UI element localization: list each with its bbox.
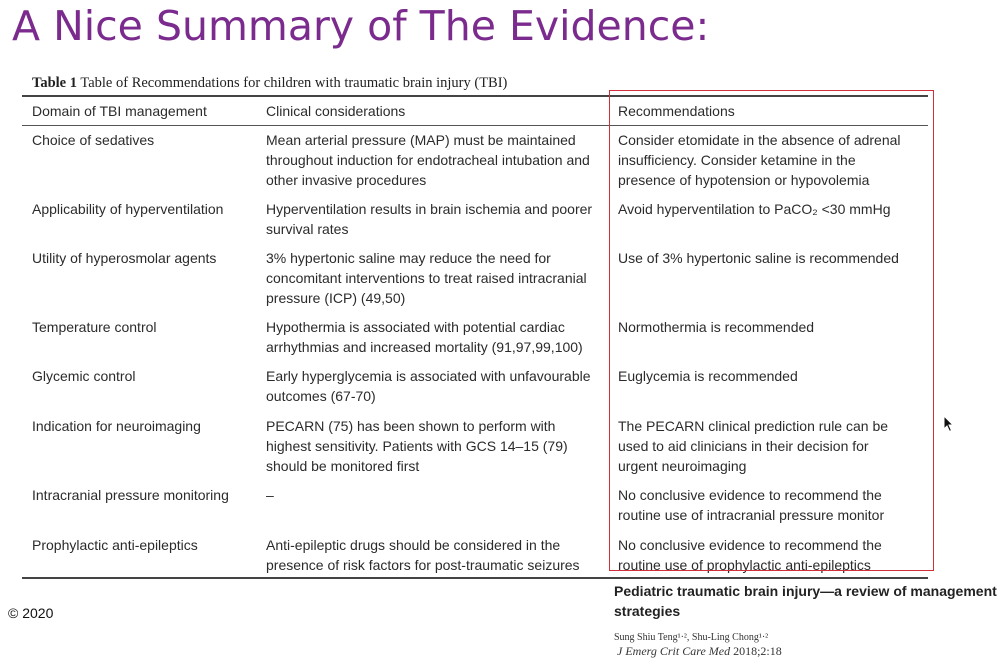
table-bottom-rule bbox=[22, 577, 928, 579]
recommendations-highlight-box bbox=[609, 90, 934, 571]
reference-journal bbox=[617, 644, 782, 659]
row-temperature-domain: Temperature control bbox=[32, 319, 157, 335]
row-neuroimaging-consideration: PECARN (75) has been shown to perform with highest sensitivity. Patients with GCS 14–15 (79) should be monitored first bbox=[266, 418, 568, 474]
row-glycemic-consideration: Early hyperglycemia is associated with unfavourable outcomes (67-70) bbox=[266, 368, 591, 404]
row-antiepileptics-recommendation: No conclusive evidence to recommend the routine use of prophylactic anti-epileptics bbox=[618, 537, 882, 573]
reference-authors: Sung Shiu Teng¹·², Shu-Ling Chong¹·² bbox=[614, 632, 769, 643]
row-hyperventilation-consideration: Hyperventilation results in brain ischemia and poorer survival rates bbox=[266, 201, 593, 237]
row-neuroimaging-domain: Indication for neuroimaging bbox=[32, 418, 201, 434]
header-domain: Domain of TBI management bbox=[32, 103, 207, 119]
row-antiepileptics-consideration: Anti-epileptic drugs should be considered in the presence of risk factors for post-traumatic seizures bbox=[266, 537, 580, 573]
reference-title: Pediatric traumatic brain injury—a review of management strategies bbox=[614, 583, 997, 619]
row-sedatives-domain: Choice of sedatives bbox=[32, 132, 155, 148]
header-considerations: Clinical considerations bbox=[266, 103, 406, 119]
table-caption bbox=[32, 75, 507, 92]
row-neuroimaging-recommendation: The PECARN clinical prediction rule can be used to aid clinicians in their decision for urgent neuroimaging bbox=[618, 418, 889, 474]
journal-name: J Emerg Crit Care Med bbox=[617, 644, 731, 658]
row-glycemic-domain: Glycemic control bbox=[32, 368, 136, 384]
row-hyperventilation-domain: Applicability of hyperventilation bbox=[32, 201, 224, 217]
row-sedatives-recommendation: Consider etomidate in the absence of adrenal insufficiency. Consider ketamine in the presence of hypotension or hypovolemia bbox=[618, 132, 901, 188]
row-icp-recommendation: No conclusive evidence to recommend the routine use of intracranial pressure monitor bbox=[618, 487, 885, 523]
row-antiepileptics-domain: Prophylactic anti-epileptics bbox=[32, 537, 198, 553]
mouse-pointer-icon bbox=[943, 415, 955, 438]
row-hyperosmolar-domain: Utility of hyperosmolar agents bbox=[32, 250, 217, 266]
row-glycemic-recommendation: Euglycemia is recommended bbox=[618, 368, 798, 384]
row-hyperventilation-recommendation: Avoid hyperventilation to PaCO₂ <30 mmHg bbox=[618, 201, 891, 217]
header-recommendations: Recommendations bbox=[618, 103, 735, 119]
row-icp-consideration: – bbox=[266, 487, 274, 503]
row-temperature-recommendation: Normothermia is recommended bbox=[618, 319, 815, 335]
row-icp-domain: Intracranial pressure monitoring bbox=[32, 487, 229, 503]
row-hyperosmolar-consideration: 3% hypertonic saline may reduce the need for concomitant interventions to treat raised intracranial pressure (ICP) (49,50) bbox=[266, 250, 587, 306]
copyright-notice: © 2020 bbox=[8, 605, 54, 621]
row-hyperosmolar-recommendation: Use of 3% hypertonic saline is recommended bbox=[618, 250, 899, 266]
journal-citation: 2018;2:18 bbox=[733, 644, 782, 658]
table-label: Table 1 bbox=[32, 75, 77, 91]
slide-title: A Nice Summary of The Evidence: bbox=[12, 2, 710, 50]
table-caption-text: Table of Recommendations for children with traumatic brain injury (TBI) bbox=[80, 75, 508, 91]
row-sedatives-consideration: Mean arterial pressure (MAP) must be maintained throughout induction for endotracheal intubation and other invasive procedures bbox=[266, 132, 590, 188]
row-temperature-consideration: Hypothermia is associated with potential cardiac arrhythmias and increased mortality (91,97,99,100) bbox=[266, 319, 583, 355]
